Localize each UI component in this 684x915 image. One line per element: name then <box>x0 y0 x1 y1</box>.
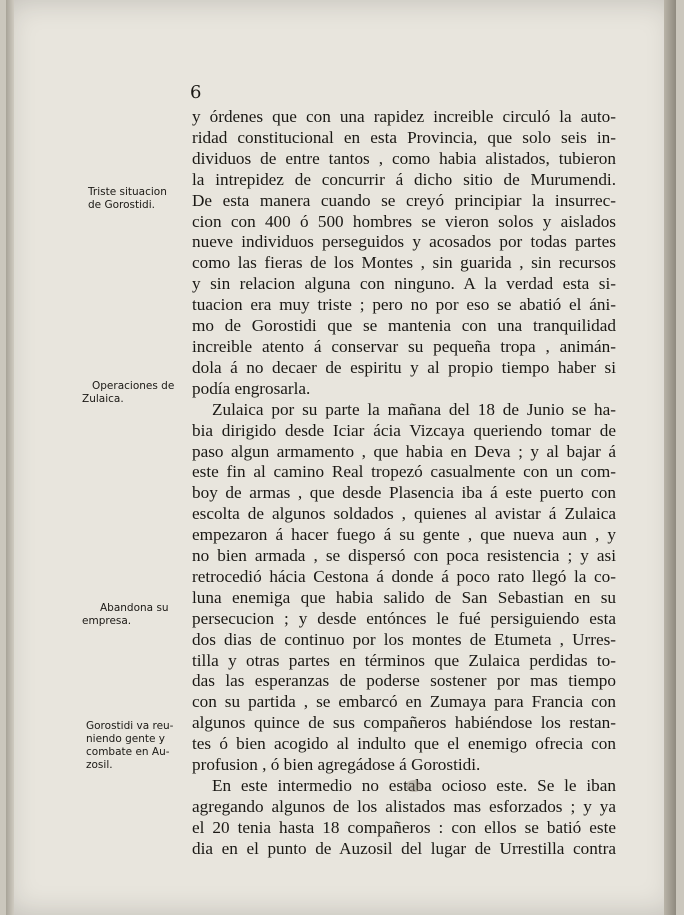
marginal-note-line: Operaciones de <box>92 380 175 392</box>
page-number: 6 <box>190 82 202 103</box>
body-line: como las fieras de los Montes , sin guarida , sin recursos <box>192 253 616 273</box>
body-line: dos dias de continuo por los montes de Etumeta , Urres- <box>192 629 616 649</box>
body-line: agregando algunos de los alistados mas esforzados ; y ya <box>192 796 616 816</box>
marginal-note-line: Triste situacion <box>88 186 167 198</box>
body-line: tes ó bien acogido al indulto que el enemigo ofrecia con <box>192 734 616 754</box>
marginal-note-line: niendo gente y <box>86 733 166 745</box>
marginal-note-line: de Gorostidi. <box>88 199 155 211</box>
body-line: retrocedió hácia Cestona á donde á poco rato llegó la co- <box>192 566 616 586</box>
body-line: boy de armas , que desde Plasencia iba á este puerto con <box>192 483 616 503</box>
body-line: paso algun armamento , que habia en Deva ; y al bajar á <box>192 441 616 461</box>
body-line: empezaron á hacer fuego á su gente , que nueva aun , y <box>192 525 616 545</box>
body-line: podía engrosarla. <box>192 378 311 398</box>
marginal-note-line: Abandona su <box>100 602 169 614</box>
body-line: y órdenes que con una rapidez increible circuló la auto- <box>192 107 616 126</box>
paper-stain <box>406 780 422 792</box>
body-line: y sin relacion alguna con ninguno. A la verdad esta si- <box>192 274 616 294</box>
page-right-edge <box>664 0 676 915</box>
body-line: luna enemiga que habia salido de San Sebastian en su <box>192 587 616 607</box>
book-page <box>6 0 676 915</box>
marginal-note-line: zosil. <box>86 759 113 771</box>
marginal-note-line: Zulaica. <box>82 393 124 405</box>
marginal-note-line: combate en Au- <box>86 746 170 758</box>
body-line: profusion , ó bien agregádose á Gorostidi. <box>192 755 481 775</box>
body-line: cion con 400 ó 500 hombres se vieron solos y aislados <box>192 211 616 231</box>
body-line: increible atento á conservar su pequeña tropa , animán- <box>192 336 616 356</box>
body-line: el 20 tenia hasta 18 compañeros : con ellos se batió este <box>192 817 616 837</box>
marginal-note-line: empresa. <box>82 615 132 627</box>
marginal-note-abandona-empresa <box>82 602 169 628</box>
body-line: mo de Gorostidi que se mantenia con una tranquilidad <box>192 316 616 336</box>
body-line: ridad constitucional en esta Provincia, que solo seis in- <box>192 127 616 147</box>
body-line: Zulaica por su parte la mañana del 18 de Junio se ha- <box>212 399 616 419</box>
marginal-note-line: Gorostidi va reu- <box>86 720 174 732</box>
body-line: dividuos de entre tantos , como habia alistados, tubieron <box>192 148 616 168</box>
body-line: escolta de algunos soldados , quienes al avistar á Zulaica <box>192 504 616 524</box>
marginal-note-operaciones-zulaica <box>82 380 174 406</box>
body-line: De esta manera cuando se creyó principiar la insurrec- <box>192 190 616 210</box>
body-line: persecucion ; y desde entónces le fué persiguiendo esta <box>192 608 616 628</box>
body-text <box>192 107 616 860</box>
body-line: bia dirigido desde Iciar ácia Vizcaya queriendo tomar de <box>192 420 616 440</box>
body-line: das las esperanzas de poderse sostener por mas tiempo <box>192 671 616 691</box>
page-left-edge <box>6 0 14 915</box>
body-line: nueve individuos perseguidos y acosados por todas partes <box>192 232 616 252</box>
body-line: tilla y otras partes en términos que Zulaica perdidas to- <box>192 650 616 670</box>
body-line: con su partida , se embarcó en Zumaya para Francia con <box>192 692 616 712</box>
body-line: dola á no decaer de espiritu y al propio tiempo haber si <box>192 357 616 377</box>
body-line: dia en el punto de Auzosil del lugar de Urrestilla contra <box>192 838 616 858</box>
marginal-note-gorostidi-auzosil <box>86 720 173 772</box>
body-line: este fin al camino Real tropezó casualmente con un com- <box>192 462 616 482</box>
marginal-note-triste-situacion <box>88 186 167 212</box>
body-line: la intrepidez de concurrir á dicho sitio de Murumendi. <box>192 169 616 189</box>
body-line: En este intermedio no estaba ocioso este. Se le iban <box>212 776 616 795</box>
body-line: tuacion era muy triste ; pero no por eso se abatió el áni- <box>192 295 616 315</box>
body-line: no bien armada , se dispersó con poca resistencia ; y asi <box>192 546 616 566</box>
body-line: algunos quince de sus compañeros habiéndose los restan- <box>192 713 616 733</box>
